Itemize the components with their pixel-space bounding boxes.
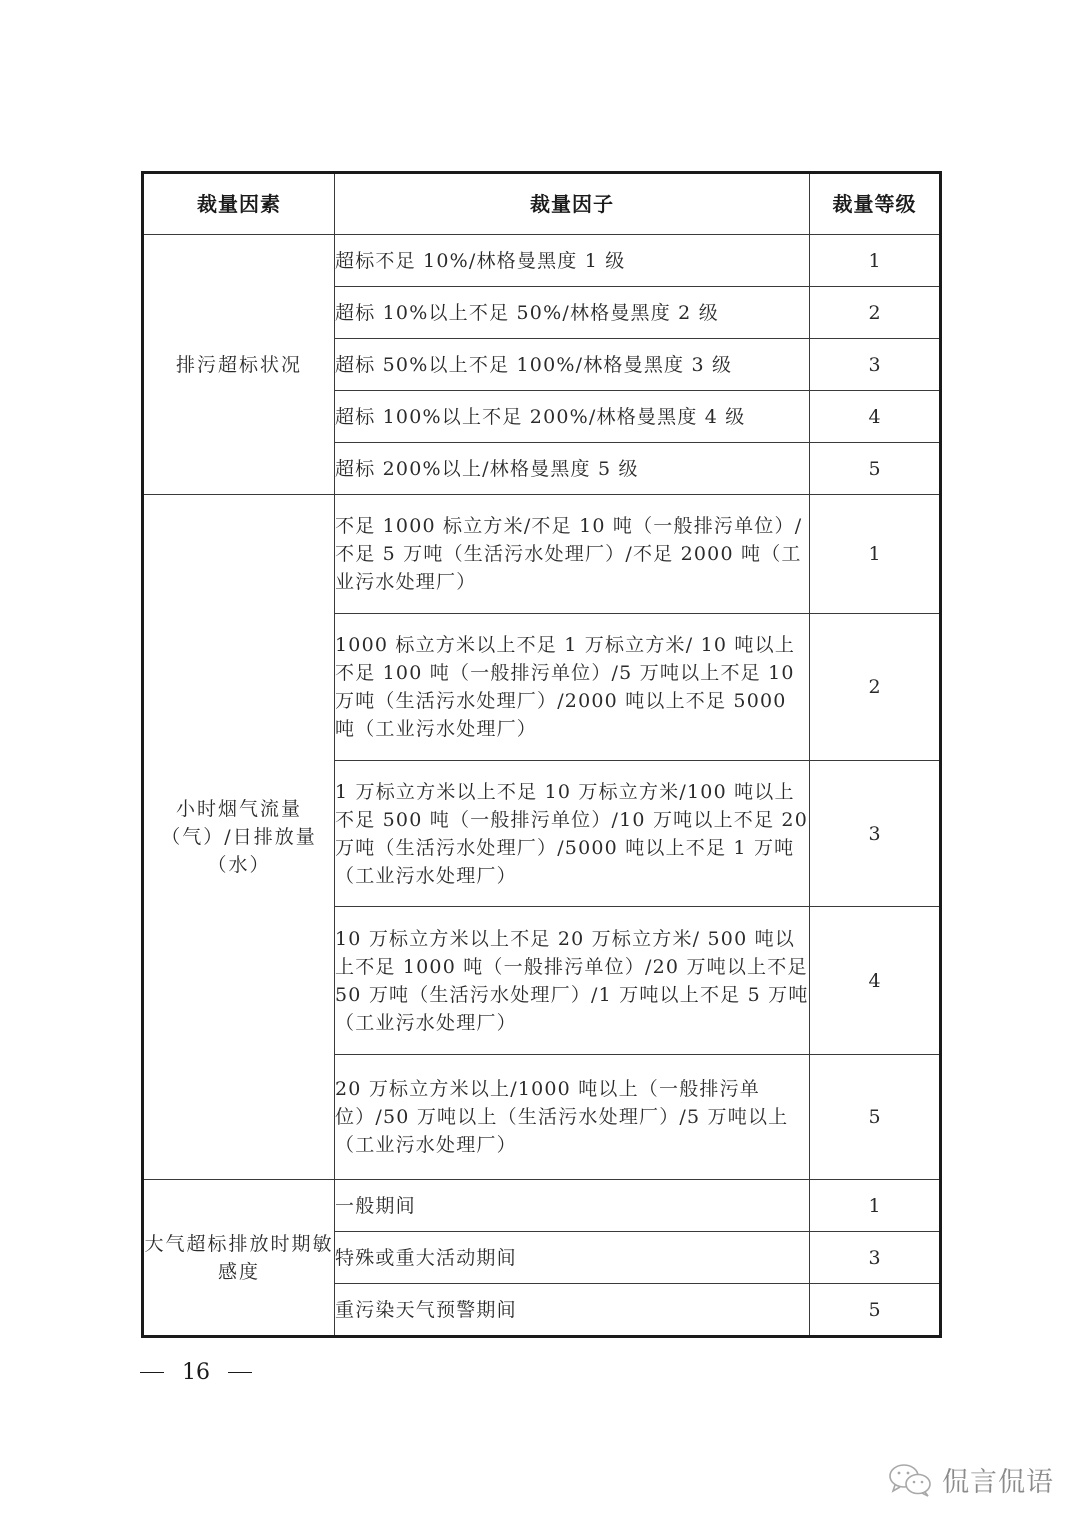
table-row [143, 1180, 941, 1232]
table-row [143, 495, 941, 614]
grade-cell: 3 [810, 761, 941, 907]
dash-left [140, 1372, 164, 1374]
grade-cell: 4 [810, 907, 941, 1055]
item-cell: 20 万标立方米以上/1000 吨以上（一般排污单位）/50 万吨以上（生活污水处理厂）/5 万吨以上（工业污水处理厂） [335, 1055, 810, 1180]
header-grade: 裁量等级 [810, 173, 941, 235]
grade-cell: 4 [810, 391, 941, 443]
item-cell: 特殊或重大活动期间 [335, 1232, 810, 1284]
grade-cell: 1 [810, 1180, 941, 1232]
factor-cell: 排污超标状况 [143, 235, 335, 495]
item-cell: 1 万标立方米以上不足 10 万标立方米/100 吨以上不足 500 吨（一般排污单位）/10 万吨以上不足 20 万吨（生活污水处理厂）/5000 吨以上不足 1 万吨（工业污水处理厂） [335, 761, 810, 907]
discretion-table [141, 171, 942, 1338]
grade-cell: 1 [810, 235, 941, 287]
item-cell: 超标不足 10%/林格曼黑度 1 级 [335, 235, 810, 287]
factor-cell: 大气超标排放时期敏感度 [143, 1180, 335, 1337]
grade-cell: 2 [810, 614, 941, 761]
table-row [143, 235, 941, 287]
grade-cell: 5 [810, 443, 941, 495]
item-cell: 一般期间 [335, 1180, 810, 1232]
dash-right [228, 1372, 252, 1374]
item-cell: 超标 200%以上/林格曼黑度 5 级 [335, 443, 810, 495]
grade-cell: 3 [810, 1232, 941, 1284]
item-cell: 10 万标立方米以上不足 20 万标立方米/ 500 吨以上不足 1000 吨（一般排污单位）/20 万吨以上不足 50 万吨（生活污水处理厂）/1 万吨以上不足 5 万吨（工业污水处理厂） [335, 907, 810, 1055]
watermark-text: 侃言侃语 [942, 1467, 1054, 1498]
watermark [888, 1460, 1054, 1499]
grade-cell: 1 [810, 495, 941, 614]
item-cell: 不足 1000 标立方米/不足 10 吨（一般排污单位）/不足 5 万吨（生活污水处理厂）/不足 2000 吨（工业污水处理厂） [335, 495, 810, 614]
item-cell: 超标 10%以上不足 50%/林格曼黑度 2 级 [335, 287, 810, 339]
table-header-row [143, 173, 941, 235]
item-cell: 重污染天气预警期间 [335, 1284, 810, 1337]
item-cell: 超标 100%以上不足 200%/林格曼黑度 4 级 [335, 391, 810, 443]
wechat-icon [888, 1463, 934, 1497]
grade-cell: 5 [810, 1055, 941, 1180]
grade-cell: 2 [810, 287, 941, 339]
page-number [140, 1360, 252, 1385]
factor-cell: 小时烟气流量（气）/日排放量（水） [143, 495, 335, 1180]
item-cell: 超标 50%以上不足 100%/林格曼黑度 3 级 [335, 339, 810, 391]
header-item: 裁量因子 [335, 173, 810, 235]
grade-cell: 3 [810, 339, 941, 391]
header-factor: 裁量因素 [143, 173, 335, 235]
item-cell: 1000 标立方米以上不足 1 万标立方米/ 10 吨以上不足 100 吨（一般排污单位）/5 万吨以上不足 10 万吨（生活污水处理厂）/2000 吨以上不足 5000 吨（工业污水处理厂） [335, 614, 810, 761]
grade-cell: 5 [810, 1284, 941, 1337]
page-number-text: 16 [182, 1360, 210, 1385]
